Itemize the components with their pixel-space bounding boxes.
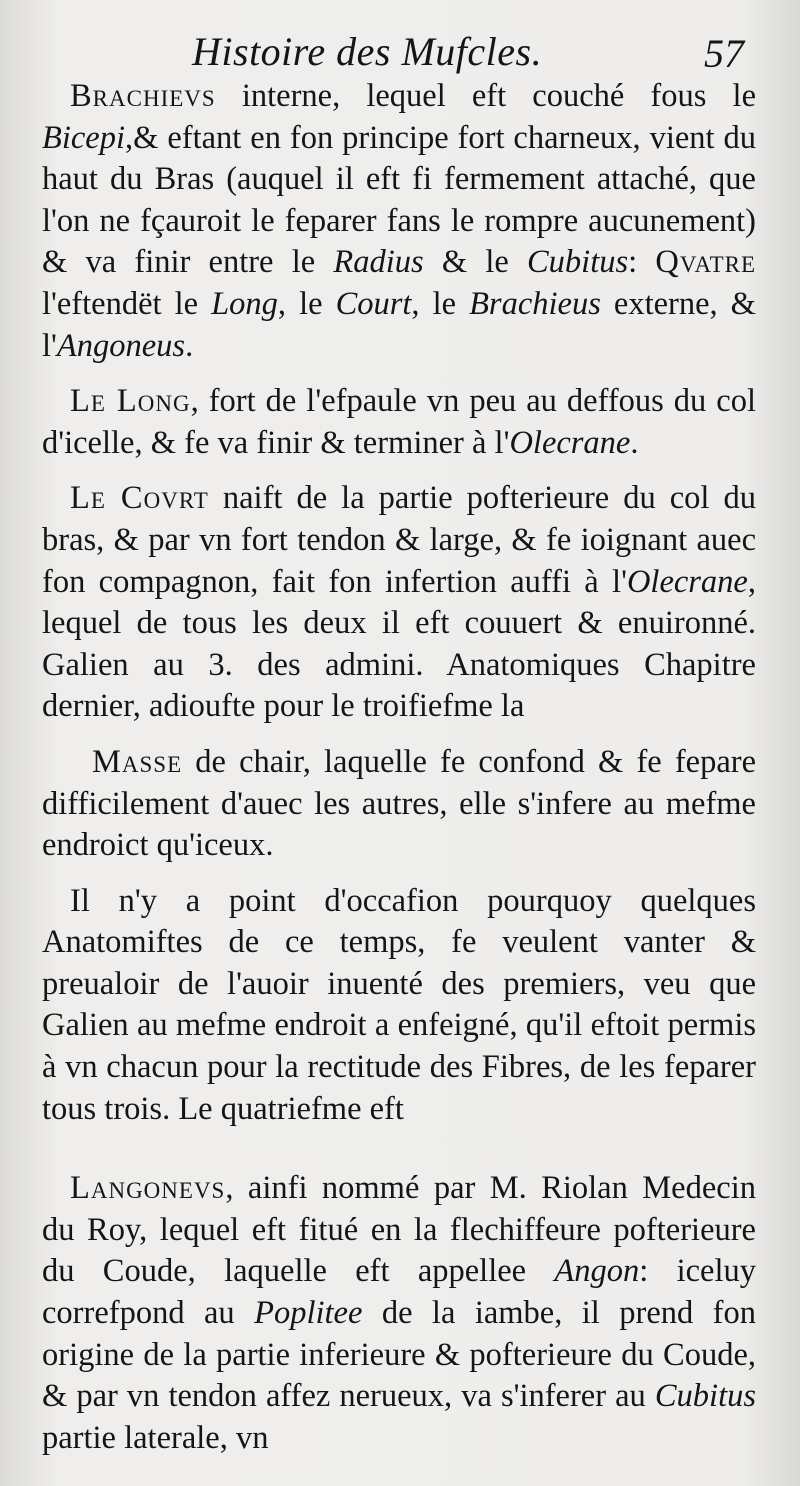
text-run: : iceluy correfpond au	[42, 1253, 756, 1332]
italic-term: Olecrane	[626, 563, 748, 600]
italic-term: Cubitus	[654, 1378, 756, 1415]
text-run: Qvatre	[655, 244, 757, 281]
italic-term: Poplitee	[254, 1295, 363, 1332]
italic-term: Radius	[333, 244, 424, 281]
italic-term: Angoneus	[56, 327, 186, 364]
body-text	[42, 76, 756, 1459]
text-run: , lequel de tous les deux il eft couuert & enuironné. Galien au 3. des admini. Anatomiques Chapitre dernier, adioufte pour le troifiefme la	[42, 563, 756, 725]
text-run: .	[630, 424, 639, 461]
text-run: naift de la partie pofterieure du col du bras, & par vn fort tendon & large, & fe ioignant auec fon compagnon, fait fon infertion auffi à l'	[42, 480, 756, 600]
text-run: ,& eftant en fon principe fort charneux, vient du haut du Bras (auquel il eft fi fermement attaché, que l'on ne fçauroit le feparer fans le rompre aucunement) & va finir entre le	[42, 119, 756, 281]
italic-term: Cubitus	[527, 244, 629, 281]
text-run: externe, & l'	[42, 285, 756, 364]
text-run: , le	[277, 285, 336, 322]
paragraph-lead-word: Masse	[92, 743, 183, 780]
text-run: :	[628, 244, 656, 281]
italic-term: Angon	[554, 1253, 640, 1290]
italic-term: Court	[335, 285, 412, 322]
paragraph	[42, 478, 756, 728]
paragraph	[42, 1168, 756, 1459]
text-run: Il n'y a point d'occafion pourquoy quelques Anatomiftes de ce temps, fe veulent vanter & preualoir de l'auoir inuenté des premiers, veu que Galien au mefme endroit a enfeigné, qu'il eftoit permis à vn chacun pour la rectitude des Fibres, de les feparer tous trois. Le quatriefme eft	[42, 882, 756, 1127]
italic-term: Long	[211, 285, 278, 322]
paragraph-spacer	[42, 1144, 756, 1168]
paragraph	[42, 381, 756, 464]
paragraph-lead-word: Le Covrt	[70, 480, 209, 517]
text-run: de la iambe, il prend fon origine de la partie inferieure & pofterieure du Coude, & par vn tendon affez nerueux, va s'inferer au	[42, 1295, 757, 1415]
text-run: , ainfi nommé par M. Riolan Medecin du Roy, lequel eft fitué en la flechiffeure pofterieure du Coude, laquelle eft appellee	[42, 1170, 756, 1290]
text-run: & le	[423, 244, 527, 281]
paragraph	[42, 742, 756, 867]
paragraph-lead-word: Langonevs	[70, 1170, 226, 1207]
italic-term: Bicepi	[42, 119, 126, 156]
running-title: Histoire des Mufcles.	[192, 29, 543, 74]
paragraph	[42, 881, 756, 1131]
italic-term: Olecrane	[509, 424, 631, 461]
text-run: interne, lequel eft couché fous le	[215, 78, 756, 114]
paragraph-lead-word: Le Long	[70, 383, 191, 420]
paragraph-lead-word: Brachievs	[70, 78, 216, 114]
paragraph	[42, 76, 756, 367]
text-run: , le	[411, 285, 470, 322]
page-header	[42, 14, 756, 76]
text-run: de chair, laquelle fe confond & fe fepare difficilement d'auec les autres, elle s'infere au mefme endroict qu'iceux.	[42, 743, 756, 864]
text-run: , fort de l'efpaule vn peu au deffous du col d'icelle, & fe va finir & terminer à l'	[42, 383, 756, 461]
text-run: .	[185, 327, 194, 364]
text-run: l'eftendët le	[42, 285, 212, 322]
italic-term: Brachieus	[469, 285, 601, 322]
text-run: partie laterale, vn	[42, 1419, 269, 1456]
page-number: 57	[704, 31, 744, 76]
